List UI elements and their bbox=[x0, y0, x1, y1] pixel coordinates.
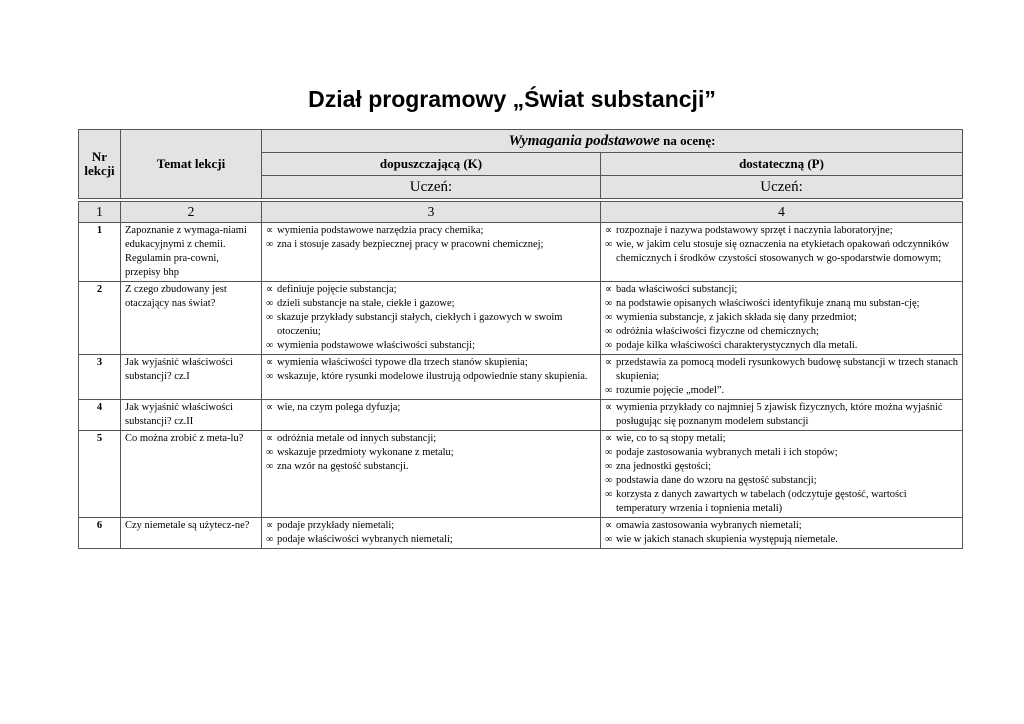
requirement-item: ∝ definiuje pojęcie substancja; bbox=[266, 283, 596, 297]
requirement-item: ∞ zna jednostki gęstości; bbox=[605, 460, 958, 474]
requirement-item: ∝ wymienia właściwości typowe dla trzech stanów skupienia; bbox=[266, 356, 596, 370]
requirements-table bbox=[78, 129, 963, 549]
requirements-p bbox=[601, 355, 963, 400]
requirement-item: ∝ podaje przykłady niemetali; bbox=[266, 519, 596, 533]
requirements-k bbox=[262, 223, 601, 282]
requirements-p bbox=[601, 282, 963, 355]
requirement-item: ∞ zna i stosuje zasady bezpiecznej pracy w pracowni chemicznej; bbox=[266, 238, 596, 252]
requirement-item: ∝ wie, na czym polega dyfuzja; bbox=[266, 401, 596, 415]
requirement-item: ∞ wie, w jakim celu stosuje się oznaczenia na etykietach opakowań odczynników chemicznych i środków czystości stosowanych w go-spodarstwie domowym; bbox=[605, 238, 958, 266]
requirement-item: ∞ wymienia podstawowe właściwości substancji; bbox=[266, 339, 596, 353]
requirement-item: ∞ zna wzór na gęstość substancji. bbox=[266, 460, 596, 474]
requirement-item: ∝ przedstawia za pomocą modeli rysunkowych budowę substancji w trzech stanach skupienia; bbox=[605, 356, 958, 384]
lesson-number: 5 bbox=[79, 431, 121, 518]
header-row bbox=[79, 130, 963, 153]
lesson-number: 1 bbox=[79, 223, 121, 282]
lesson-number: 2 bbox=[79, 282, 121, 355]
requirement-item: ∞ rozumie pojęcie „model”. bbox=[605, 384, 958, 398]
requirements-p bbox=[601, 400, 963, 431]
requirement-item: ∞ wskazuje przedmioty wykonane z metalu; bbox=[266, 446, 596, 460]
requirement-item: ∞ korzysta z danych zawartych w tabelach (odczytuje gęstość, wartości temperatury wrzenia i topnienia metali) bbox=[605, 488, 958, 516]
requirement-item: ∞ wskazuje, które rysunki modelowe ilustrują odpowiednie stany skupienia. bbox=[266, 370, 596, 384]
requirement-item: ∝ wymienia podstawowe narzędzia pracy chemika; bbox=[266, 224, 596, 238]
requirement-item: ∞ dzieli substancje na stałe, ciekłe i gazowe; bbox=[266, 297, 596, 311]
col-header-k: dopuszczającą (K) bbox=[262, 153, 601, 176]
column-number: 3 bbox=[262, 202, 601, 223]
table-row bbox=[79, 355, 963, 400]
column-number: 4 bbox=[601, 202, 963, 223]
table-row bbox=[79, 431, 963, 518]
nr-lekcji-header: Nr lekcji bbox=[79, 130, 121, 199]
lesson-topic: Jak wyjaśnić właściwości substancji? cz.I bbox=[121, 355, 262, 400]
uczen-k: Uczeń: bbox=[262, 176, 601, 199]
requirements-k bbox=[262, 282, 601, 355]
requirement-item: ∞ odróżnia właściwości fizyczne od chemicznych; bbox=[605, 325, 958, 339]
requirement-item: ∞ skazuje przykłady substancji stałych, ciekłych i gazowych w swoim otoczeniu; bbox=[266, 311, 596, 339]
requirement-item: ∝ odróżnia metale od innych substancji; bbox=[266, 432, 596, 446]
lesson-topic: Zapoznanie z wymaga-niami edukacyjnymi z chemii. Regulamin pra-cowni, przepisy bhp bbox=[121, 223, 262, 282]
lesson-number: 4 bbox=[79, 400, 121, 431]
requirement-item: ∞ na podstawie opisanych właściwości identyfikuje znaną mu substan-cję; bbox=[605, 297, 958, 311]
lesson-topic: Co można zrobić z meta-lu? bbox=[121, 431, 262, 518]
requirement-item: ∝ bada właściwości substancji; bbox=[605, 283, 958, 297]
lesson-number: 3 bbox=[79, 355, 121, 400]
col-header-p: dostateczną (P) bbox=[601, 153, 963, 176]
requirement-item: ∝ rozpoznaje i nazywa podstawowy sprzęt i naczynia laboratoryjne; bbox=[605, 224, 958, 238]
requirements-k bbox=[262, 355, 601, 400]
lesson-topic: Z czego zbudowany jest otaczający nas świat? bbox=[121, 282, 262, 355]
requirements-p bbox=[601, 431, 963, 518]
table-row bbox=[79, 400, 963, 431]
temat-header: Temat lekcji bbox=[121, 130, 262, 199]
requirement-item: ∞ podstawia dane do wzoru na gęstość substancji; bbox=[605, 474, 958, 488]
requirements-p bbox=[601, 223, 963, 282]
lesson-topic: Czy niemetale są użytecz-ne? bbox=[121, 518, 262, 549]
requirements-p bbox=[601, 518, 963, 549]
lesson-topic: Jak wyjaśnić właściwości substancji? cz.II bbox=[121, 400, 262, 431]
column-number-row bbox=[79, 202, 963, 223]
requirement-item: ∝ wymienia przykłady co najmniej 5 zjawisk fizycznych, które można wyjaśnić posługując się poznanym modelem substancji bbox=[605, 401, 958, 429]
table-row bbox=[79, 282, 963, 355]
requirement-item: ∝ omawia zastosowania wybranych niemetali; bbox=[605, 519, 958, 533]
table-row bbox=[79, 518, 963, 549]
page-title: Dział programowy „Świat substancji” bbox=[308, 86, 716, 112]
requirement-item: ∞ wymienia substancje, z jakich składa się dany przedmiot; bbox=[605, 311, 958, 325]
requirements-k bbox=[262, 431, 601, 518]
lesson-number: 6 bbox=[79, 518, 121, 549]
table-row bbox=[79, 223, 963, 282]
uczen-p: Uczeń: bbox=[601, 176, 963, 199]
requirement-item: ∞ podaje kilka właściwości charakterystycznych dla metali. bbox=[605, 339, 958, 353]
column-number: 2 bbox=[121, 202, 262, 223]
requirements-k bbox=[262, 518, 601, 549]
requirements-k bbox=[262, 400, 601, 431]
requirement-item: ∞ podaje właściwości wybranych niemetali; bbox=[266, 533, 596, 547]
requirement-item: ∞ podaje zastosowania wybranych metali i ich stopów; bbox=[605, 446, 958, 460]
column-number: 1 bbox=[79, 202, 121, 223]
requirement-item: ∞ wie w jakich stanach skupienia występują niemetale. bbox=[605, 533, 958, 547]
wymagania-header: Wymagania podstawowe na ocenę: bbox=[262, 130, 963, 153]
requirement-item: ∝ wie, co to są stopy metali; bbox=[605, 432, 958, 446]
